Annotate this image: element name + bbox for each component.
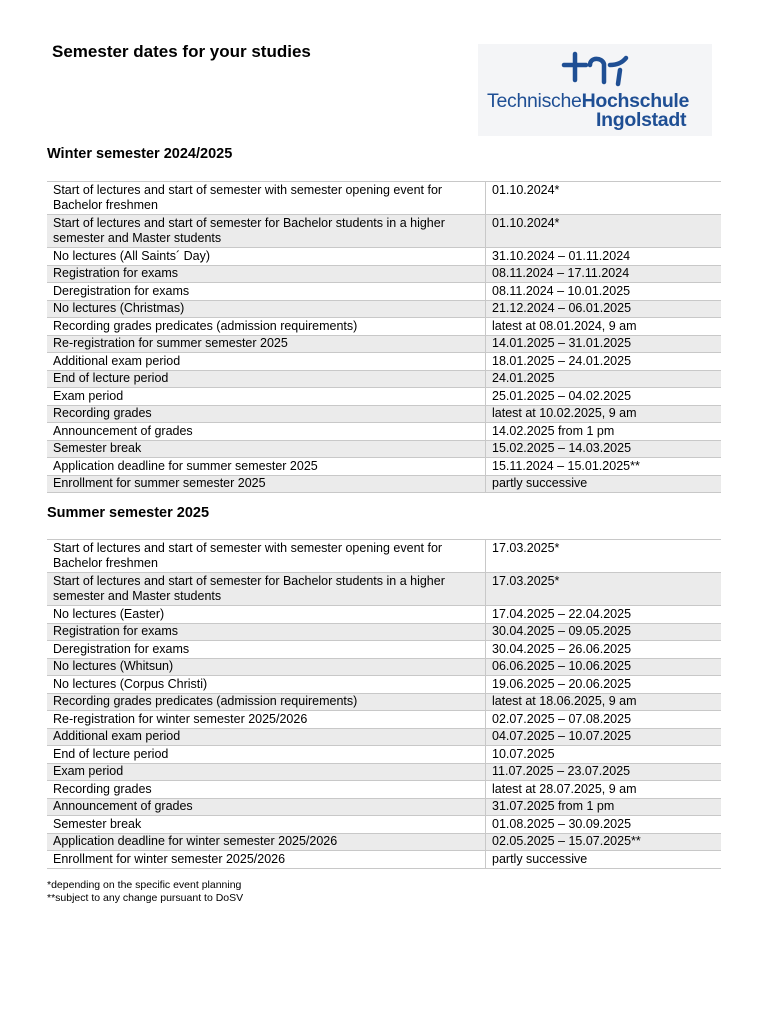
winter-semester-table <box>47 181 721 493</box>
event-date: 25.01.2025 – 04.02.2025 <box>486 388 722 406</box>
table-row <box>47 540 721 573</box>
event-date: 30.04.2025 – 09.05.2025 <box>486 623 722 641</box>
event-label: Exam period <box>47 388 486 406</box>
table-row <box>47 458 721 476</box>
footnote-double-asterisk: **subject to any change pursuant to DoSV <box>47 891 244 904</box>
table-row <box>47 423 721 441</box>
table-row <box>47 265 721 283</box>
event-date: latest at 18.06.2025, 9 am <box>486 693 722 711</box>
event-label: Additional exam period <box>47 353 486 371</box>
event-label: Announcement of grades <box>47 798 486 816</box>
event-label: Recording grades <box>47 405 486 423</box>
table-row <box>47 283 721 301</box>
event-date: 31.10.2024 – 01.11.2024 <box>486 248 722 266</box>
event-label: No lectures (Corpus Christi) <box>47 676 486 694</box>
event-date: 08.11.2024 – 10.01.2025 <box>486 283 722 301</box>
summer-semester-heading: Summer semester 2025 <box>47 505 210 521</box>
event-label: Recording grades <box>47 781 486 799</box>
thi-logo-icon <box>560 48 632 90</box>
event-label: No lectures (Easter) <box>47 606 486 624</box>
event-label: No lectures (All Saints´ Day) <box>47 248 486 266</box>
event-date: 24.01.2025 <box>486 370 722 388</box>
event-label: Semester break <box>47 440 486 458</box>
page-title: Semester dates for your studies <box>52 42 311 61</box>
event-label: Enrollment for summer semester 2025 <box>47 475 486 493</box>
table-row <box>47 676 721 694</box>
event-label: Deregistration for exams <box>47 641 486 659</box>
table-row <box>47 606 721 624</box>
event-date: 21.12.2024 – 06.01.2025 <box>486 300 722 318</box>
event-date: 19.06.2025 – 20.06.2025 <box>486 676 722 694</box>
event-label: End of lecture period <box>47 370 486 388</box>
event-date: 06.06.2025 – 10.06.2025 <box>486 658 722 676</box>
event-date: latest at 10.02.2025, 9 am <box>486 405 722 423</box>
event-date: 18.01.2025 – 24.01.2025 <box>486 353 722 371</box>
table-row <box>47 658 721 676</box>
event-date: 11.07.2025 – 23.07.2025 <box>486 763 722 781</box>
event-date: 17.03.2025* <box>486 540 722 573</box>
table-row <box>47 318 721 336</box>
table-row <box>47 623 721 641</box>
winter-semester-heading: Winter semester 2024/2025 <box>47 146 233 162</box>
event-date: 08.11.2024 – 17.11.2024 <box>486 265 722 283</box>
table-row <box>47 182 721 215</box>
event-date: 30.04.2025 – 26.06.2025 <box>486 641 722 659</box>
footnote-asterisk: *depending on the specific event planning <box>47 879 242 891</box>
table-row <box>47 693 721 711</box>
event-label: Exam period <box>47 763 486 781</box>
table-row <box>47 335 721 353</box>
table-row <box>47 851 721 869</box>
event-date: partly successive <box>486 851 722 869</box>
table-row <box>47 728 721 746</box>
table-row <box>47 475 721 493</box>
table-row <box>47 215 721 248</box>
event-label: Enrollment for winter semester 2025/2026 <box>47 851 486 869</box>
event-label: Semester break <box>47 816 486 834</box>
summer-semester-table <box>47 539 721 869</box>
event-label: Announcement of grades <box>47 423 486 441</box>
event-label: Additional exam period <box>47 728 486 746</box>
event-label: End of lecture period <box>47 746 486 764</box>
event-date: latest at 28.07.2025, 9 am <box>486 781 722 799</box>
table-row <box>47 833 721 851</box>
event-date: partly successive <box>486 475 722 493</box>
logo-word-hochschule: Hochschule <box>581 90 690 112</box>
event-label: Start of lectures and start of semester for Bachelor students in a higher semester and Master students <box>47 215 486 248</box>
table-row <box>47 248 721 266</box>
event-date: 31.07.2025 from 1 pm <box>486 798 722 816</box>
table-row <box>47 816 721 834</box>
footnotes <box>47 879 243 904</box>
table-row <box>47 405 721 423</box>
event-label: Start of lectures and start of semester for Bachelor students in a higher semester and Master students <box>47 573 486 606</box>
event-label: Recording grades predicates (admission requirements) <box>47 318 486 336</box>
table-row <box>47 300 721 318</box>
event-label: Deregistration for exams <box>47 283 486 301</box>
event-label: Registration for exams <box>47 265 486 283</box>
logo-word-technische: Technische <box>487 90 582 112</box>
event-date: 15.11.2024 – 15.01.2025** <box>486 458 722 476</box>
event-date: 01.10.2024* <box>486 182 722 215</box>
event-label: No lectures (Whitsun) <box>47 658 486 676</box>
event-date: 01.08.2025 – 30.09.2025 <box>486 816 722 834</box>
table-row <box>47 641 721 659</box>
table-row <box>47 440 721 458</box>
logo-word-ingolstadt: Ingolstadt <box>596 109 687 131</box>
event-date: 14.02.2025 from 1 pm <box>486 423 722 441</box>
event-label: Recording grades predicates (admission requirements) <box>47 693 486 711</box>
event-date: 02.07.2025 – 07.08.2025 <box>486 711 722 729</box>
event-date: 17.04.2025 – 22.04.2025 <box>486 606 722 624</box>
event-label: Start of lectures and start of semester with semester opening event for Bachelor freshmen <box>47 182 486 215</box>
table-row <box>47 711 721 729</box>
event-label: Registration for exams <box>47 623 486 641</box>
event-date: 17.03.2025* <box>486 573 722 606</box>
event-label: Application deadline for summer semester 2025 <box>47 458 486 476</box>
table-row <box>47 573 721 606</box>
event-date: 10.07.2025 <box>486 746 722 764</box>
table-row <box>47 781 721 799</box>
event-label: Re-registration for winter semester 2025/2026 <box>47 711 486 729</box>
event-date: 15.02.2025 – 14.03.2025 <box>486 440 722 458</box>
table-row <box>47 370 721 388</box>
table-row <box>47 353 721 371</box>
event-date: 02.05.2025 – 15.07.2025** <box>486 833 722 851</box>
event-label: Re-registration for summer semester 2025 <box>47 335 486 353</box>
table-row <box>47 798 721 816</box>
event-label: No lectures (Christmas) <box>47 300 486 318</box>
event-date: 04.07.2025 – 10.07.2025 <box>486 728 722 746</box>
event-date: 14.01.2025 – 31.01.2025 <box>486 335 722 353</box>
university-logo <box>478 44 712 136</box>
table-row <box>47 763 721 781</box>
table-row <box>47 388 721 406</box>
event-label: Application deadline for winter semester 2025/2026 <box>47 833 486 851</box>
event-date: latest at 08.01.2024, 9 am <box>486 318 722 336</box>
event-date: 01.10.2024* <box>486 215 722 248</box>
table-row <box>47 746 721 764</box>
event-label: Start of lectures and start of semester with semester opening event for Bachelor freshmen <box>47 540 486 573</box>
